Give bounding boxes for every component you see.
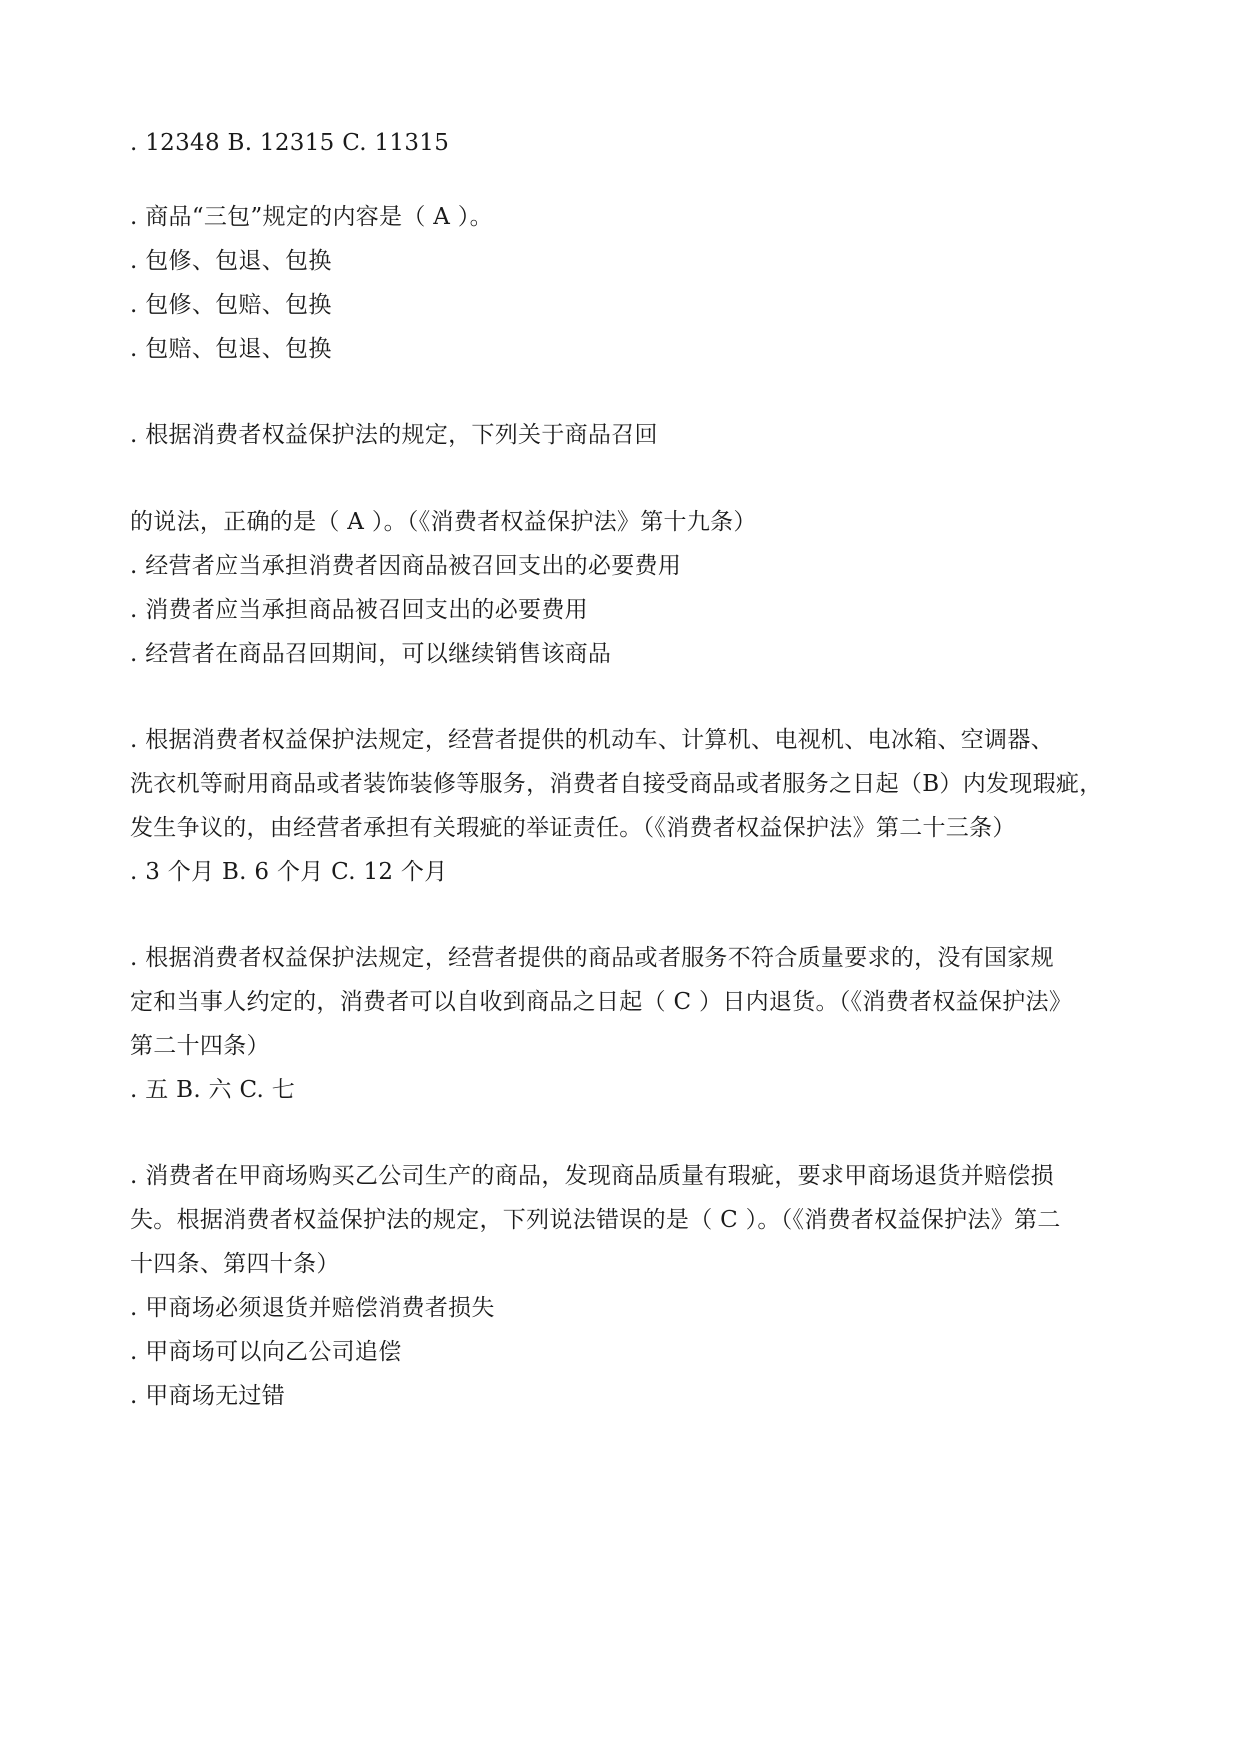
q5-question-line2: 定和当事人约定的，消费者可以自收到商品之日起（ C ）日内退货。（《消费者权益保护法》 — [130, 989, 1073, 1015]
q6-option-a: . 甲商场必须退货并赔偿消费者损失 — [130, 1295, 495, 1321]
q3-option-c: . 经营者在商品召回期间，可以继续销售该商品 — [130, 641, 612, 667]
q1-options: . 12348 B. 12315 C. 11315 — [130, 130, 450, 156]
q5-question-line3: 第二十四条） — [130, 1033, 270, 1059]
q6-option-c: . 甲商场无过错 — [130, 1383, 286, 1409]
q3-question-line2: 的说法，正确的是（ A ）。（《消费者权益保护法》第十九条） — [130, 509, 757, 535]
q4-question-line1: . 根据消费者权益保护法规定，经营者提供的机动车、计算机、电视机、电冰箱、空调器、 — [130, 727, 1054, 753]
q6-question-line2: 失。根据消费者权益保护法的规定，下列说法错误的是（ C ）。（《消费者权益保护法》第二 — [130, 1207, 1061, 1233]
q4-options: . 3 个月 B. 6 个月 C. 12 个月 — [130, 859, 448, 885]
q3-option-b: . 消费者应当承担商品被召回支出的必要费用 — [130, 597, 588, 623]
q2-option-c: . 包赔、包退、包换 — [130, 336, 332, 362]
q5-question-line1: . 根据消费者权益保护法规定，经营者提供的商品或者服务不符合质量要求的，没有国家规 — [130, 945, 1054, 971]
q2-option-a: . 包修、包退、包换 — [130, 248, 332, 274]
q3-option-a: . 经营者应当承担消费者因商品被召回支出的必要费用 — [130, 553, 682, 579]
q4-question-line2: 洗衣机等耐用商品或者装饰装修等服务，消费者自接受商品或者服务之日起（B）内发现瑕疵， — [130, 771, 1103, 797]
q2-question: . 商品“三包”规定的内容是（ A ）。 — [130, 204, 493, 230]
q6-option-b: . 甲商场可以向乙公司追偿 — [130, 1339, 402, 1365]
q4-question-line3: 发生争议的，由经营者承担有关瑕疵的举证责任。（《消费者权益保护法》第二十三条） — [130, 815, 1016, 841]
q6-question-line1: . 消费者在甲商场购买乙公司生产的商品，发现商品质量有瑕疵，要求甲商场退货并赔偿损 — [130, 1163, 1054, 1189]
q6-question-line3: 十四条、第四十条） — [130, 1251, 340, 1277]
q5-options: . 五 B. 六 C. 七 — [130, 1077, 296, 1103]
q2-option-b: . 包修、包赔、包换 — [130, 292, 332, 318]
q3-question-line1: . 根据消费者权益保护法的规定，下列关于商品召回 — [130, 422, 658, 448]
